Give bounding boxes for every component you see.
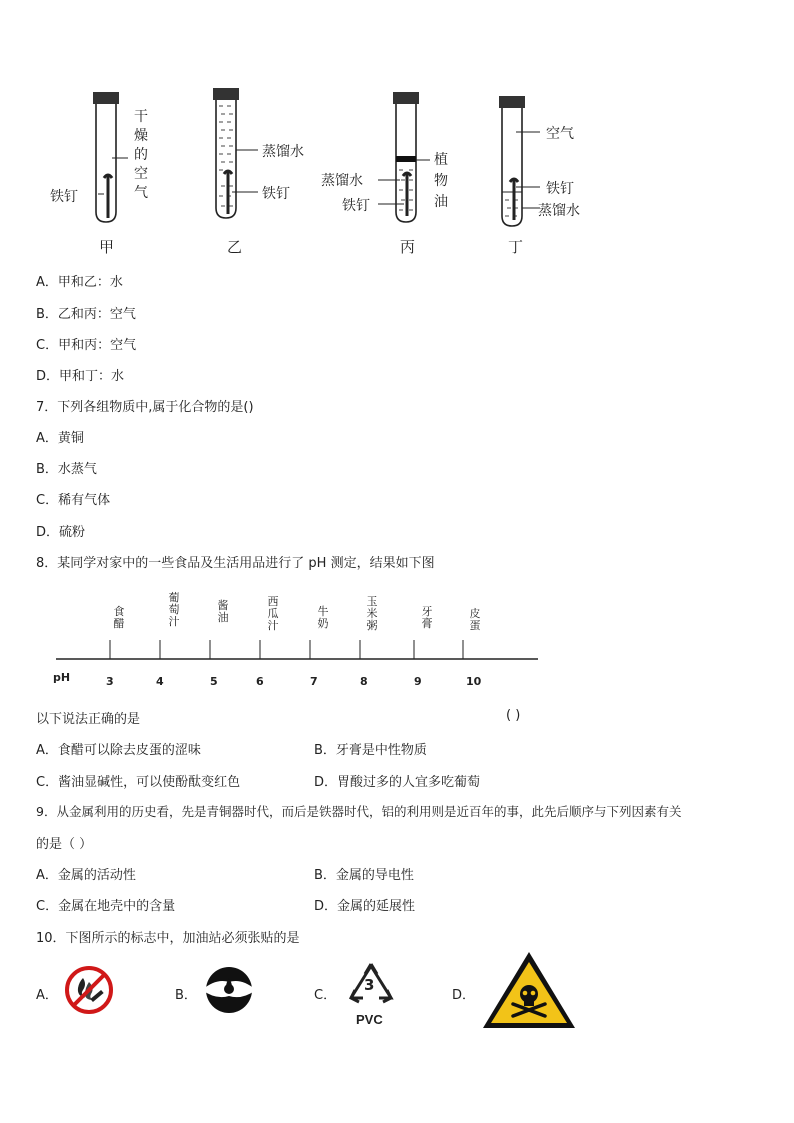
- q7-option-c: C．稀有气体: [36, 493, 111, 508]
- tube-yi-label-water: 蒸馏水: [262, 144, 304, 160]
- water-saving-icon: [202, 966, 258, 1014]
- ph-scale-axis: [0, 640, 794, 670]
- q7-stem: 7．下列各组物质中,属于化合物的是(): [36, 400, 254, 415]
- tube-bing: [378, 92, 430, 222]
- tube-yi: [213, 88, 258, 218]
- q8-option-c: C．酱油显碱性，可以使酚酞变红色: [36, 775, 241, 790]
- ph-item-corn-porridge: 玉 米 粥: [366, 595, 378, 632]
- ph-number-7: 7: [310, 675, 318, 688]
- ph-number-8: 8: [360, 675, 368, 688]
- recycle-number: 3: [364, 976, 375, 994]
- ph-item-vinegar: 食 醋: [113, 605, 125, 630]
- q8-option-b: B．牙膏是中性物质: [314, 743, 427, 758]
- ph-item-grape-juice: 葡 萄 汁: [168, 591, 180, 628]
- recycle-pvc-text: PVC: [356, 1012, 383, 1027]
- q8-sub-stem: 以下说法正确的是: [36, 712, 141, 727]
- tube-bing-label-water: 蒸馏水: [321, 173, 363, 189]
- q9-option-d: D．金属的延展性: [314, 899, 416, 914]
- q10-option-d-letter: D．: [452, 988, 476, 1003]
- ph-number-9: 9: [414, 675, 422, 688]
- ph-item-preserved-egg: 皮 蛋: [469, 607, 481, 632]
- q10-option-c-letter: C．: [314, 988, 337, 1003]
- ph-number-4: 4: [156, 675, 164, 688]
- q10-option-a-letter: A．: [36, 988, 58, 1003]
- q8-stem: 8．某同学对家中的一些食品及生活用品进行了 pH 测定，结果如下图: [36, 556, 435, 571]
- tube-ding-label-water: 蒸馏水: [538, 203, 580, 219]
- tube-ding-label-nail: 铁钉: [546, 181, 574, 197]
- tube-yi-label-nail: 铁钉: [262, 186, 290, 202]
- ph-number-5: 5: [210, 675, 218, 688]
- tube-jia: [93, 92, 128, 222]
- ph-item-soy-sauce: 酱 油: [217, 599, 229, 624]
- q6-option-a: A．甲和乙：水: [36, 275, 123, 290]
- q9-stem-line1: 9．从金属利用的历史看，先是青铜器时代，而后是铁器时代，铝的利用则是近百年的事，此先后顺序与下列因素有关: [36, 804, 682, 819]
- no-fire-icon: [63, 964, 115, 1016]
- ph-number-6: 6: [256, 675, 264, 688]
- tube-jia-label-dry-air: 干 燥 的 空 气: [134, 109, 148, 201]
- q9-option-a: A．金属的活动性: [36, 868, 136, 883]
- ph-item-milk: 牛 奶: [317, 605, 329, 630]
- ph-item-toothpaste: 牙 膏: [421, 605, 433, 630]
- q7-option-b: B．水蒸气: [36, 462, 97, 477]
- q6-option-b: B．乙和丙：空气: [36, 307, 136, 322]
- q8-option-a: A．食醋可以除去皮蛋的涩味: [36, 743, 201, 758]
- q6-option-d: D．甲和丁：水: [36, 369, 125, 384]
- ph-item-watermelon-juice: 西 瓜 汁: [267, 595, 279, 632]
- ph-number-3: 3: [106, 675, 114, 688]
- ph-number-10: 10: [466, 675, 482, 688]
- rust-experiment-figure: [0, 0, 794, 260]
- q7-option-a: A．黄铜: [36, 431, 84, 446]
- q9-stem-line2: 的是（ ）: [36, 837, 93, 852]
- tube-ding-label-air: 空气: [546, 126, 574, 142]
- tube-ding: [499, 96, 540, 226]
- poison-warning-icon: [481, 950, 577, 1030]
- q9-option-b: B．金属的导电性: [314, 868, 414, 883]
- tube-jia-name: 甲: [99, 238, 115, 256]
- q9-option-c: C．金属在地壳中的含量: [36, 899, 176, 914]
- tube-bing-name: 丙: [400, 238, 416, 256]
- q8-option-d: D．胃酸过多的人宜多吃葡萄: [314, 775, 481, 790]
- q7-option-d: D．硫粉: [36, 525, 86, 540]
- q8-answer-bracket: ( ): [506, 708, 521, 723]
- tube-bing-label-oil: 植 物 油: [434, 152, 448, 210]
- q10-stem: 10．下图所示的标志中，加油站必须张贴的是: [36, 931, 300, 946]
- q10-option-b-letter: B．: [175, 988, 197, 1003]
- tube-bing-label-nail: 铁钉: [342, 198, 370, 214]
- q6-option-c: C．甲和丙：空气: [36, 338, 137, 353]
- tube-jia-label-nail: 铁钉: [50, 189, 78, 205]
- tube-ding-name: 丁: [508, 238, 524, 256]
- tube-yi-name: 乙: [227, 238, 243, 256]
- ph-axis-label: pH: [53, 671, 71, 684]
